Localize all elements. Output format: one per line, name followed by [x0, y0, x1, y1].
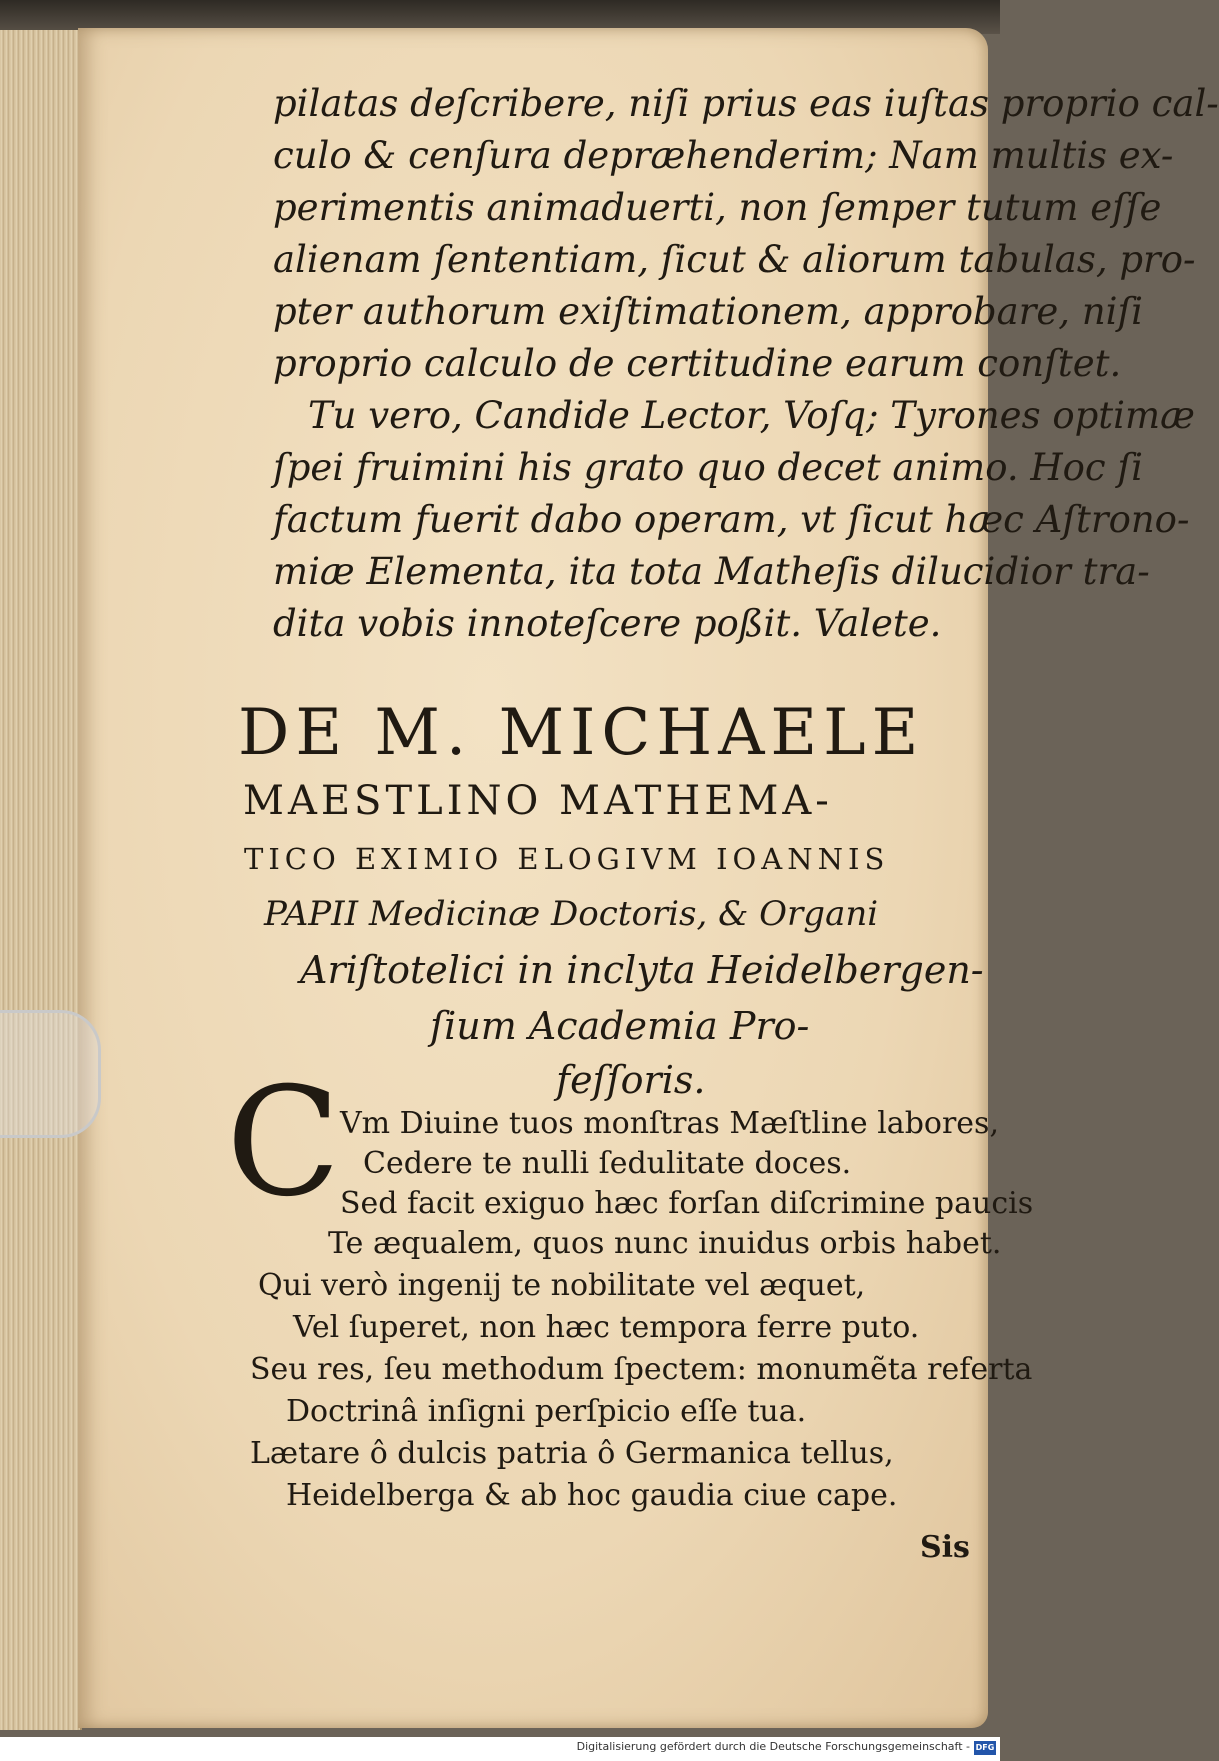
heading-line-3: TICO EXIMIO ELOGIVM IOANNIS — [244, 842, 890, 876]
catchword: Sis — [920, 1530, 970, 1565]
page-clip — [0, 1010, 101, 1138]
heading-line-7: feſſoris. — [556, 1058, 706, 1102]
prose-line: alienam ſententiam, ſicut & aliorum tabulas, pro- — [273, 238, 1196, 281]
poem-line: Doctrinâ inſigni perſpicio eſſe tua. — [286, 1394, 807, 1429]
prose-line: Tu vero, Candide Lector, Voſq; Tyrones optimæ — [308, 394, 1195, 437]
prose-line: perimentis animaduerti, non ſemper tutum eſſe — [273, 186, 1162, 229]
footer-bar — [0, 1737, 1000, 1761]
poem-line: Heidelberga & ab hoc gaudia ciue cape. — [286, 1478, 898, 1513]
book-page-edges — [0, 30, 82, 1730]
prose-line: ſpei fruimini his grato quo decet animo. Hoc ſi — [273, 446, 1143, 489]
prose-line: pilatas deſcribere, niſi prius eas iuſtas proprio cal- — [273, 82, 1219, 125]
poem-line: Vm Diuine tuos monſtras Mæſtline labores, — [340, 1106, 999, 1141]
poem-line: Sed facit exiguo hæc forſan diſcrimine paucis — [340, 1186, 1034, 1221]
prose-line: dita vobis innoteſcere poßit. Valete. — [273, 602, 942, 645]
heading-line-2: MAESTLINO MATHEMA- — [243, 778, 833, 824]
heading-line-1: DE M. MICHAELE — [238, 696, 925, 770]
heading-line-4: PAPII Medicinæ Doctoris, & Organi — [264, 894, 879, 934]
heading-line-6: ſium Academia Pro- — [430, 1004, 810, 1048]
prose-line: miæ Elementa, ita tota Matheſis dilucidior tra- — [273, 550, 1150, 593]
book-page — [78, 28, 1219, 1728]
poem-line: Cedere te nulli ſedulitate doces. — [363, 1146, 852, 1181]
footer-credit: Digitalisierung gefördert durch die Deutsche Forschungsgemeinschaft - — [576, 1740, 970, 1753]
poem-line: Te æqualem, quos nunc inuidus orbis habet. — [328, 1226, 1002, 1261]
prose-line: proprio calculo de certitudine earum conſtet. — [273, 342, 1122, 385]
prose-line: factum fuerit dabo operam, vt ſicut hæc Aſtrono- — [273, 498, 1190, 541]
poem-line: Seu res, ſeu methodum ſpectem: monumẽta referta — [250, 1352, 1033, 1387]
poem-line: Vel ſuperet, non hæc tempora ferre puto. — [293, 1310, 920, 1345]
prose-line: pter authorum exiſtimationem, approbare, niſi — [273, 290, 1144, 333]
poem-line: Lætare ô dulcis patria ô Germanica tellus, — [250, 1436, 894, 1471]
heading-line-5: Ariſtotelici in inclyta Heidelbergen- — [300, 948, 984, 992]
dfg-logo-icon: DFG — [974, 1741, 996, 1755]
poem-line: Qui verò ingenij te nobilitate vel æquet, — [258, 1268, 866, 1303]
prose-line: culo & cenſura depræhenderim; Nam multis ex- — [273, 134, 1174, 177]
drop-cap: C — [226, 1056, 341, 1230]
